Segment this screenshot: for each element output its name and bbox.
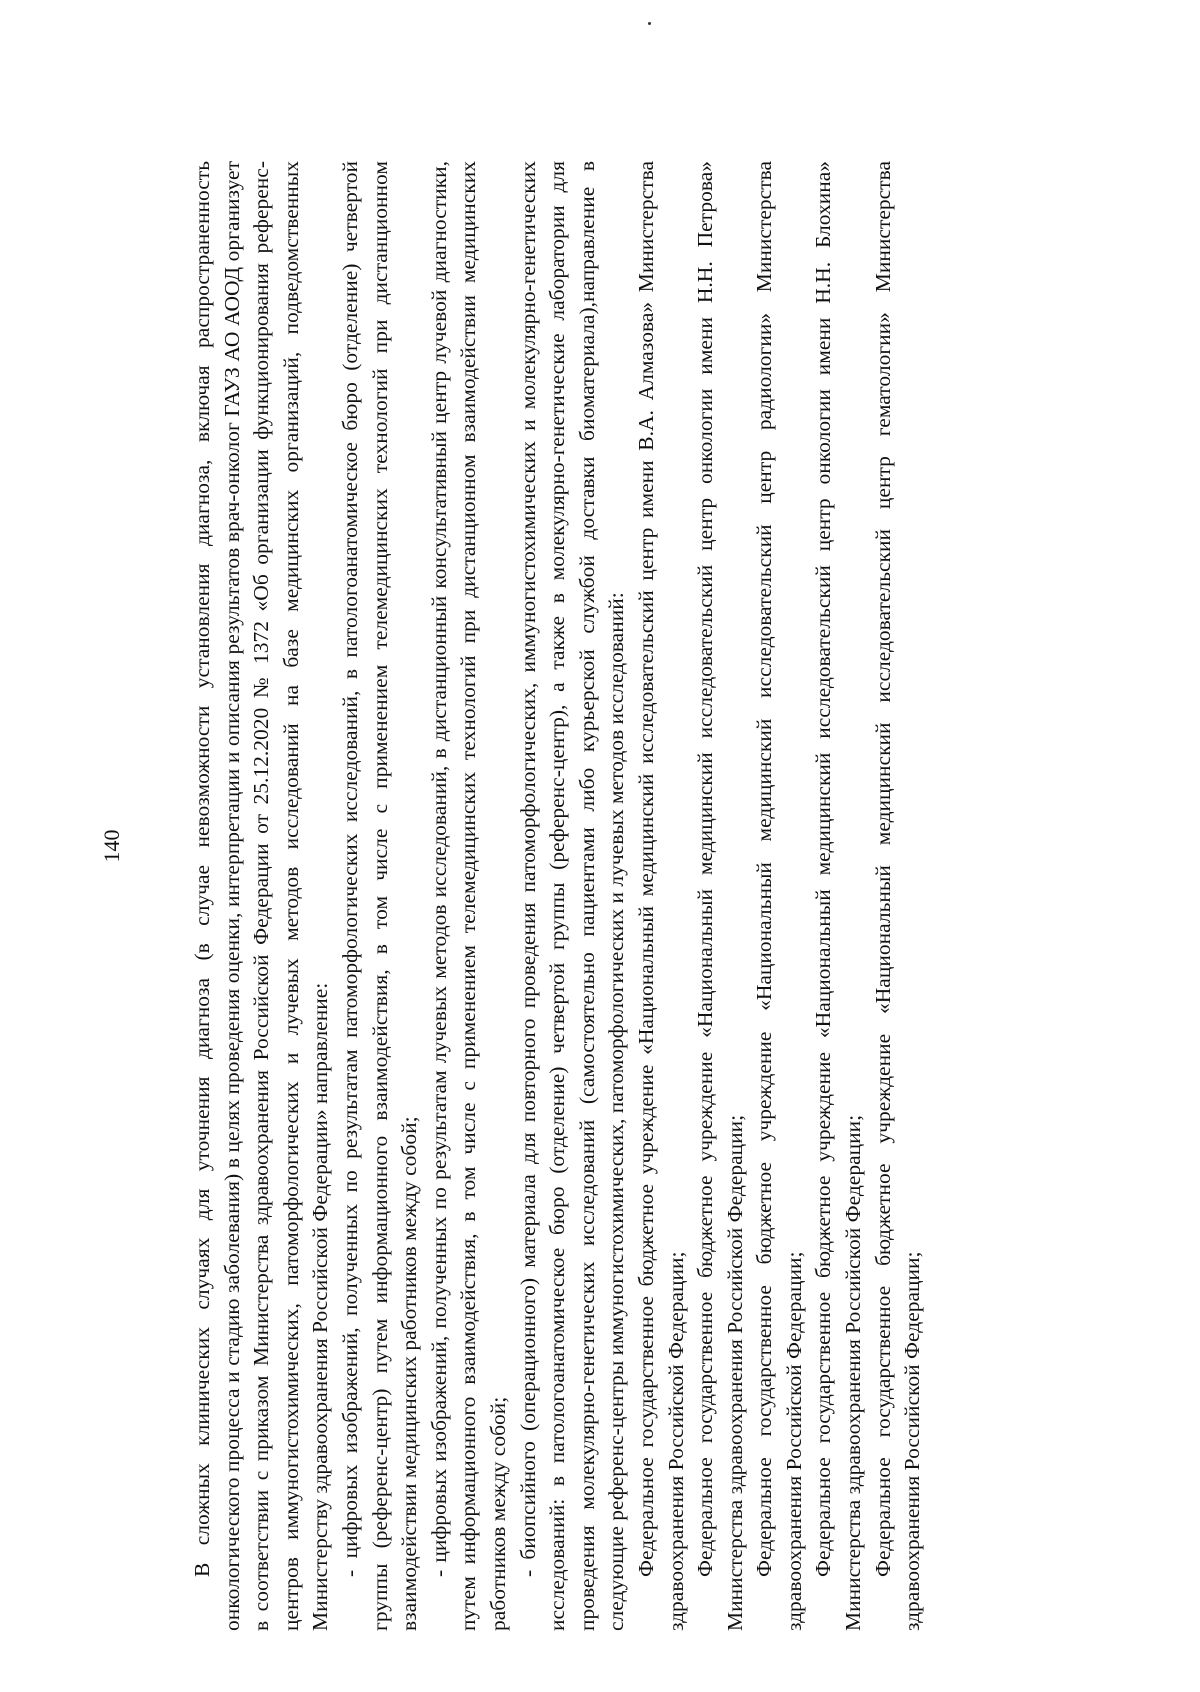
body-text xyxy=(188,161,1048,1631)
scan-artifact-dot xyxy=(648,22,651,25)
paragraph-digital-pathology: - цифровых изображений, полученных по результатам патоморфологических исследований, в патологоанатомическое бюро (отделение) четвертой группы (референс-центр) путем информационного взаимодействия, в том числе с применением телемедицинских технологий при дистанционном взаимодействии медицинских работников между собой; xyxy=(337,161,422,1631)
paragraph-center-hematology: Федеральное государственное бюджетное учреждение «Национальный медицинский исследовательский центр гематологии» Министерства здравоохранения Российской Федерации; xyxy=(870,161,925,1631)
paragraph-center-radiology: Федеральное государственное бюджетное учреждение «Национальный медицинский исследовательский центр радиологии» Министерства здравоохранения Российской Федерации; xyxy=(752,161,806,1631)
paragraph-intro: В сложных клинических случаях для уточнения диагноза (в случае невозможности установления диагноза, включая распространенность онкологического процесса и стадию заболевания) в целях проведения оценки, интерпретации и описания результатов врач-онколог ГАУЗ АО АООД организует в соответствии с приказом Министерства здравоохранения Российской Федерации от 25.12.2020 № 1372 «Об организации функционирования референс-центров иммуногистохимических, патоморфологических и лучевых методов исследований на базе медицинских организаций, подведомственных Министерству здравоохранения Российской Федерации» направление: xyxy=(190,161,333,1631)
page-number: 140 xyxy=(99,829,124,863)
paragraph-center-almazov: Федеральное государственное бюджетное учреждение «Национальный медицинский исследовательский центр имени В.А. Алмазова» Министерства здравоохранения Российской Федерации; xyxy=(633,161,688,1631)
paragraph-center-petrov: Федеральное государственное бюджетное учреждение «Национальный медицинский исследовательский центр онкологии имени Н.Н. Петрова» Министерства здравоохранения Российской Федерации; xyxy=(693,161,747,1631)
paragraph-digital-radiology: - цифровых изображений, полученных по результатам лучевых методов исследований, в дистанционный консультативный центр лучевой диагностики, путем информационного взаимодействия, в том числе с применением телемедицинских технологий при дистанционном взаимодействии медицинских работников между собой; xyxy=(426,161,510,1631)
paragraph-biopsy-material: - биопсийного (операционного) материала для повторного проведения патоморфологических, иммуногистохимических и молекулярно-генетических исследований: в патологоанатомическое бюро (отделение) четвертой группы (референс-центр), а также в молекулярно-генетические лаборатории для проведения молекулярно-генетических исследований (самостоятельно пациентами либо курьерской службой доставки биоматериала),направление в следующие референс-центры иммуногистохимических, патоморфологических и лучевых методов исследований: xyxy=(515,161,629,1631)
paragraph-center-blokhin: Федеральное государственное бюджетное учреждение «Национальный медицинский исследовательский центр онкологии имени Н.Н. Блохина» Министерства здравоохранения Российской Федерации; xyxy=(811,161,866,1631)
